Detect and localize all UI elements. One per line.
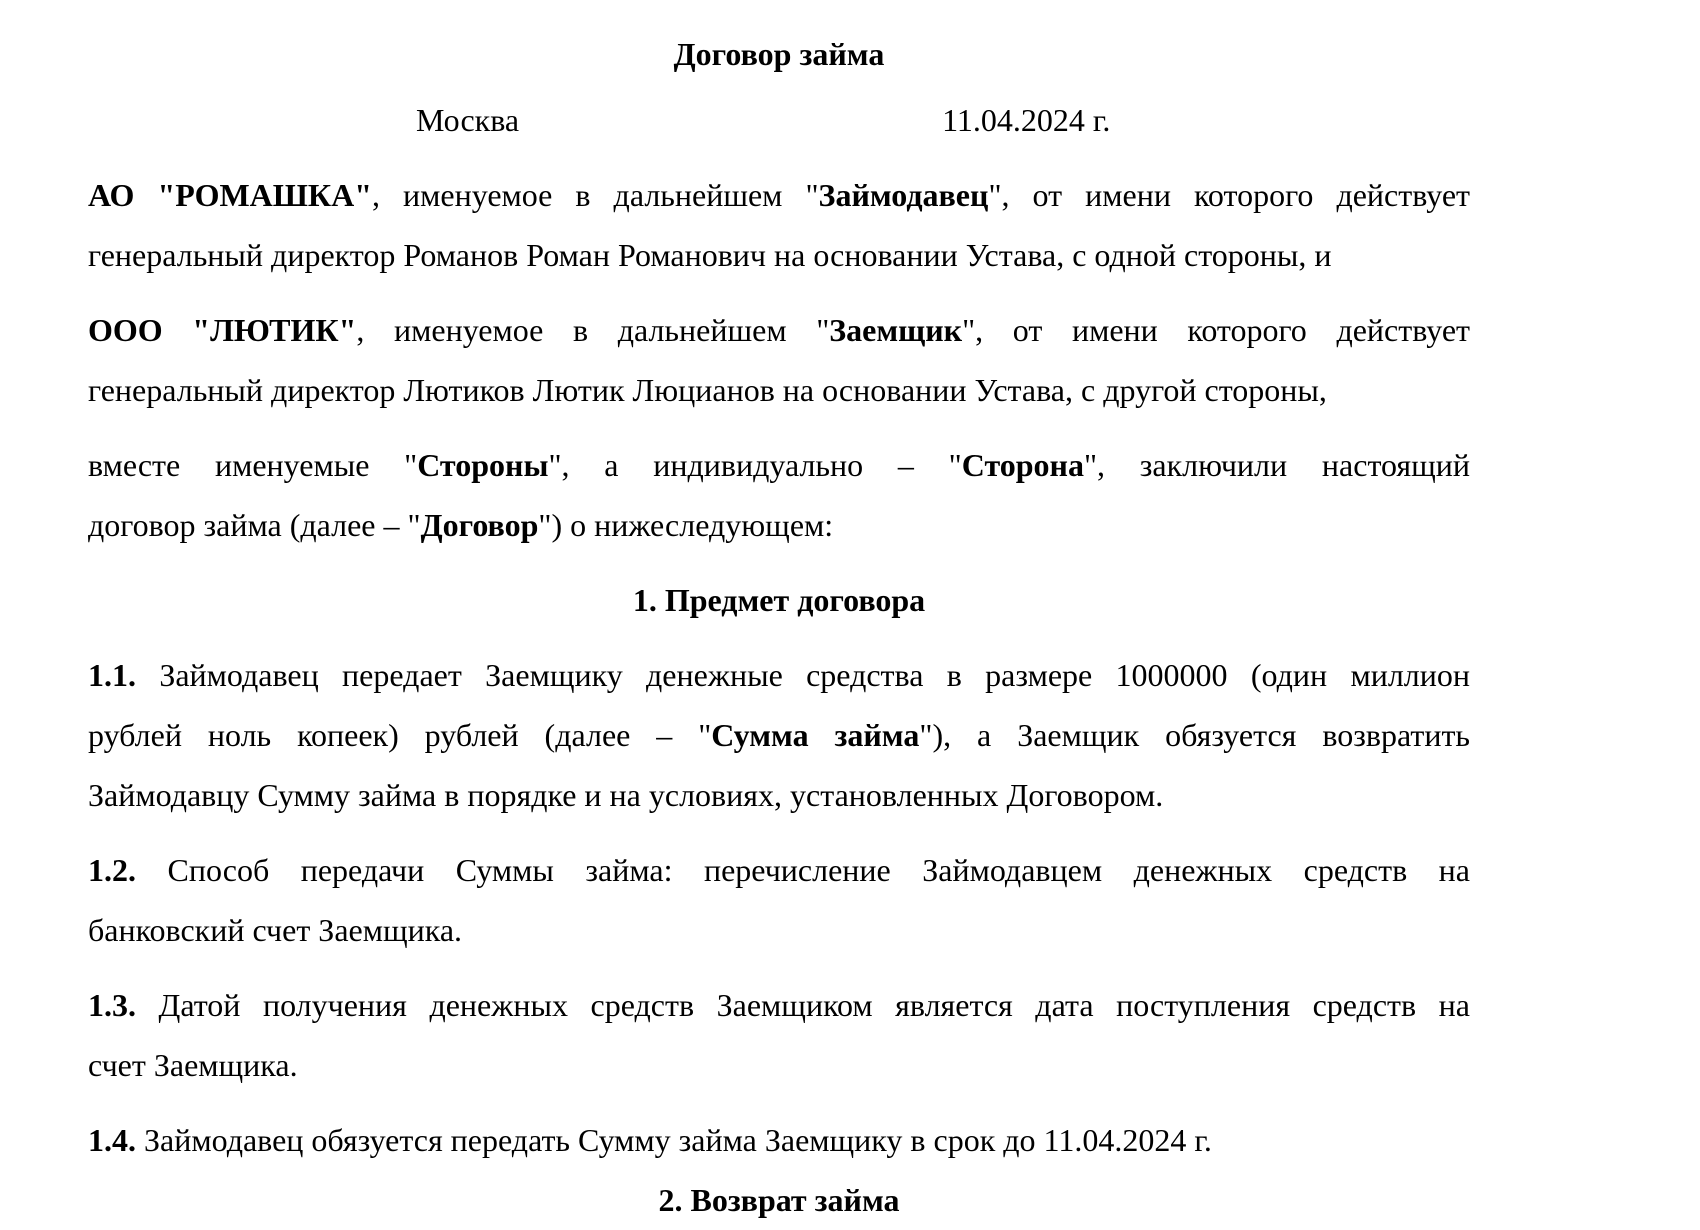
paragraph	[88, 1110, 1470, 1170]
text-run: счет Заемщика.	[88, 1047, 298, 1083]
text-run: 1.2.	[88, 852, 136, 888]
text-run: , именуемое в дальнейшем "	[356, 312, 830, 348]
text-run: банковский счет Заемщика.	[88, 912, 463, 948]
paragraph	[88, 435, 1470, 555]
text-line	[88, 765, 1470, 825]
text-run: вместе именуемые "	[88, 447, 418, 483]
text-run: Заемщик	[829, 312, 963, 348]
document-title: Договор займа	[673, 36, 885, 72]
text-line	[88, 645, 1470, 705]
text-line	[88, 495, 1470, 555]
text-run: "), а Заемщик обязуется возвратить	[919, 717, 1471, 753]
text-run: Сумма займа	[711, 717, 920, 753]
text-line	[88, 1110, 1470, 1170]
text-run: , именуемое в дальнейшем "	[372, 177, 819, 213]
text-run: Сторона	[961, 447, 1084, 483]
text-run: 1.1.	[88, 657, 136, 693]
paragraph	[88, 840, 1470, 960]
paragraph	[88, 645, 1470, 825]
text-line	[88, 1035, 1470, 1095]
text-line	[88, 705, 1470, 765]
text-run: генеральный директор Лютиков Лютик Люцианов на основании Устава, с другой стороны,	[88, 372, 1327, 408]
text-run: Стороны	[417, 447, 549, 483]
dateline	[88, 90, 1470, 150]
text-line	[88, 360, 1470, 420]
text-line	[88, 840, 1470, 900]
section-heading: 1. Предмет договора	[632, 582, 926, 618]
text-run: генеральный директор Романов Роман Романович на основании Устава, с одной стороны, и	[88, 237, 1332, 273]
text-run: Займодавец обязуется передать Сумму займа Заемщику в срок до 11.04.2024 г.	[136, 1122, 1212, 1158]
text-line	[88, 225, 1470, 285]
text-run: Способ передачи Суммы займа: перечисление Займодавцем денежных средств на	[136, 852, 1470, 888]
section-heading: 2. Возврат займа	[658, 1182, 900, 1218]
text-run: Займодавец передает Заемщику денежные средства в размере 1000000 (один миллион	[136, 657, 1470, 693]
text-run: АО "РОМАШКА"	[88, 177, 372, 213]
text-line	[88, 300, 1470, 360]
paragraph	[88, 300, 1470, 420]
text-run: рублей ноль копеек) рублей (далее – "	[88, 717, 712, 753]
text-line	[88, 975, 1470, 1035]
text-run: ", заключили настоящий	[1083, 447, 1471, 483]
text-run: ", а индивидуально – "	[548, 447, 962, 483]
text-run: договор займа (далее – "	[88, 507, 421, 543]
text-run: Займодавец	[818, 177, 989, 213]
text-run: ", от имени которого действует	[988, 177, 1471, 213]
text-run: Займодавцу Сумму займа в порядке и на условиях, установленных Договором.	[88, 777, 1164, 813]
text-run: 1.4.	[88, 1122, 136, 1158]
text-line	[88, 435, 1470, 495]
paragraph	[88, 165, 1470, 285]
text-run: ООО "ЛЮТИК"	[88, 312, 357, 348]
text-line	[88, 900, 1470, 960]
text-run: ") о нижеследующем:	[538, 507, 834, 543]
document-body	[88, 165, 1470, 1230]
text-line	[88, 165, 1470, 225]
text-run: Договор	[420, 507, 539, 543]
dateline-date: 11.04.2024 г.	[942, 102, 1111, 138]
text-run: 1.3.	[88, 987, 136, 1023]
paragraph	[88, 975, 1470, 1095]
text-run: ", от имени которого действует	[962, 312, 1471, 348]
dateline-city: Москва	[416, 102, 520, 138]
text-run: Датой получения денежных средств Заемщиком является дата поступления средств на	[136, 987, 1470, 1023]
